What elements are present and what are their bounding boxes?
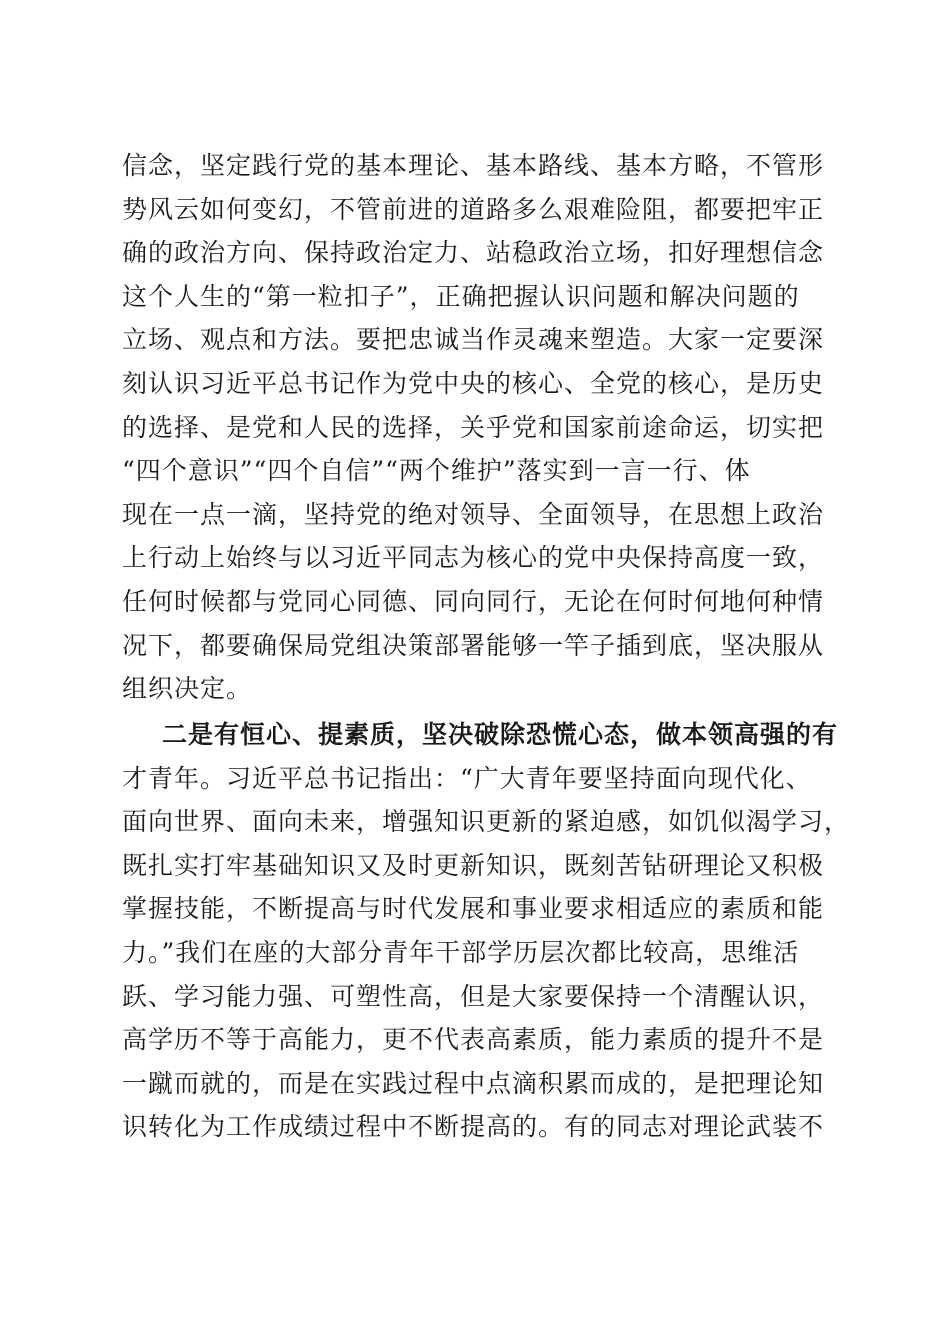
text-line: 的选择、是党和人民的选择，关乎党和国家前途命运，切实把 xyxy=(122,412,825,442)
text-line: 面向世界、面向未来，增强知识更新的紧迫感，如饥似渴学习， xyxy=(122,807,851,837)
text-line: 况下，都要确保局党组决策部署能够一竿子插到底，坚决服从 xyxy=(122,630,825,660)
text-line: 才青年。习近平总书记指出：“广大青年要坚持面向现代化、 xyxy=(122,763,812,793)
text-line: 上行动上始终与以习近平同志为核心的党中央保持高度一致， xyxy=(122,543,825,573)
paragraph-1 xyxy=(122,144,842,711)
text-line: 这个人生的“第一粒扣子”，正确把握认识问题和解决问题的 xyxy=(122,281,800,311)
text-line: 掌握技能，不断提高与时代发展和事业要求相适应的素质和能 xyxy=(122,894,825,924)
text-line: 跃、学习能力强、可塑性高，但是大家要保持一个清醒认识， xyxy=(122,981,825,1011)
text-line: 一蹴而就的，而是在实践过程中点滴积累而成的，是把理论知 xyxy=(122,1068,825,1098)
text-line: 组织决定。 xyxy=(122,674,253,704)
text-line: 确的政治方向、保持政治定力、站稳政治立场，扣好理想信念 xyxy=(122,238,825,268)
text-line: 现在一点一滴，坚持党的绝对领导、全面领导，在思想上政治 xyxy=(122,499,825,529)
text-line: 任何时候都与党同心同德、同向同行，无论在何时何地何种情 xyxy=(122,586,825,616)
text-line: 势风云如何变幻，不管前进的道路多么艰难险阻，都要把牢正 xyxy=(122,194,825,224)
text-line: 立场、观点和方法。要把忠诚当作灵魂来塑造。大家一定要深 xyxy=(122,325,825,355)
text-line: “四个意识”“四个自信”“两个维护”落实到一言一行、体 xyxy=(122,456,751,486)
text-line: 力。”我们在座的大部分青年干部学历层次都比较高，思维活 xyxy=(122,937,800,967)
paragraph-2 xyxy=(122,713,851,1149)
text-line: 既扎实打牢基础知识又及时更新知识，既刻苦钻研理论又积极 xyxy=(122,850,825,880)
text-line: 信念，坚定践行党的基本理论、基本路线、基本方略，不管形 xyxy=(122,151,825,180)
section-heading-line: 二是有恒心、提素质，坚决破除恐慌心态，做本领高强的有 xyxy=(162,720,839,749)
text-line: 识转化为工作成绩过程中不断提高的。有的同志对理论武装不 xyxy=(122,1112,825,1142)
text-line: 刻认识习近平总书记作为党中央的核心、全党的核心，是历史 xyxy=(122,368,825,398)
text-line: 高学历不等于高能力，更不代表高素质，能力素质的提升不是 xyxy=(122,1025,825,1055)
